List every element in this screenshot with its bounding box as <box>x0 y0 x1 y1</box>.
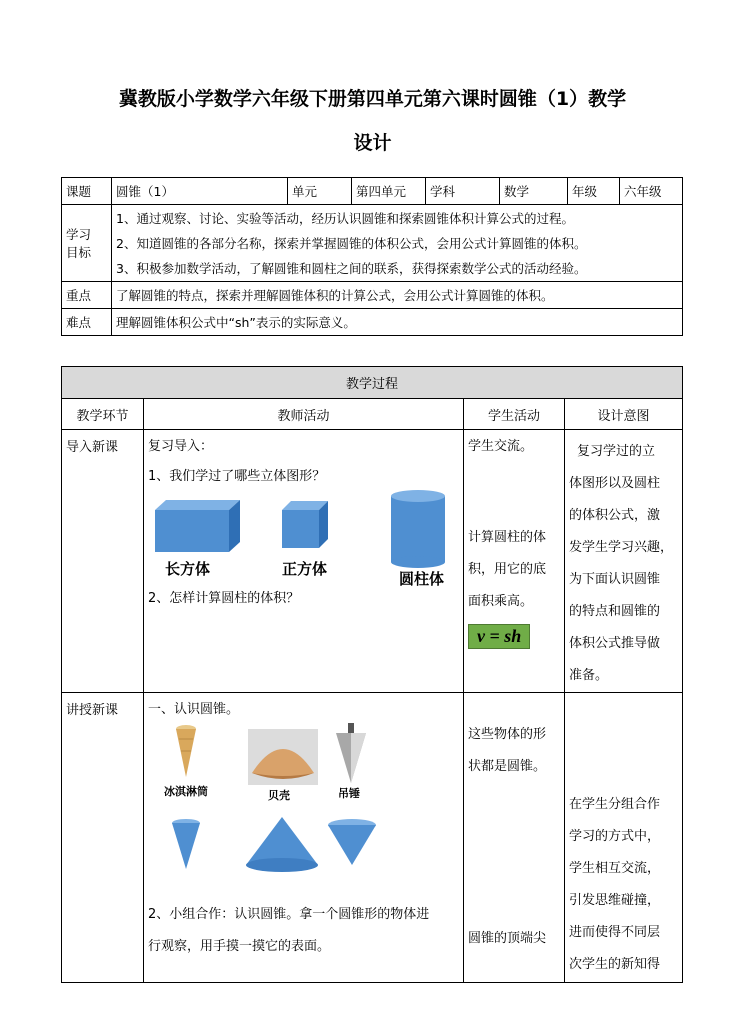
intent-line: 发学生学习兴趣， <box>569 540 674 555</box>
key-point-value: 了解圆锥的特点，探索并理解圆锥体积的计算公式，会用公式计算圆锥的体积。 <box>112 282 683 309</box>
unit-value: 第四单元 <box>352 178 426 205</box>
col-intent: 设计意图 <box>565 399 683 430</box>
goal-item: 1、通过观察、讨论、实验等活动，经历认识圆锥和探索圆锥体积计算公式的过程。 <box>116 210 574 226</box>
col-stage: 教学环节 <box>62 399 144 430</box>
shape-label-cuboid: 长方体 <box>165 561 211 578</box>
cube-shape <box>282 501 328 548</box>
cylinder-volume-formula: v = sh <box>468 624 530 649</box>
cone-shape-2 <box>246 817 318 872</box>
document-title-line1: 冀教版小学数学六年级下册第四单元第六课时圆锥（1）教学 <box>118 88 627 110</box>
intent-line: 在学生分组合作 <box>569 797 661 812</box>
goals-label-line2: 目标 <box>66 245 92 260</box>
intent-line: 准备。 <box>569 668 609 683</box>
lesson-info-table <box>61 177 683 336</box>
student-teach-1a: 这些物体的形 <box>468 727 547 742</box>
cone-objects-figure <box>148 721 459 891</box>
label-shell: 贝壳 <box>268 789 290 802</box>
intent-line: 进而使得不同层 <box>569 925 661 940</box>
review-heading: 复习导入： <box>148 439 214 454</box>
intent-line: 复习学过的立 <box>577 444 656 459</box>
student-intro-2b: 积，用它的底 <box>468 562 547 577</box>
teacher-teach-cell <box>144 693 464 983</box>
task-line-1: 2、小组合作：认识圆锥。拿一个圆锥形的物体进 <box>148 907 430 922</box>
intent-teach-cell <box>565 693 683 983</box>
student-teach-1b: 状都是圆锥。 <box>468 759 547 774</box>
student-intro-2a: 计算圆柱的体 <box>468 530 547 545</box>
key-point-label: 重点 <box>62 282 112 309</box>
grade-label: 年级 <box>568 178 620 205</box>
col-student: 学生活动 <box>464 399 565 430</box>
intent-intro-cell <box>565 430 683 693</box>
shape-label-cylinder: 圆柱体 <box>399 571 445 588</box>
student-intro-cell <box>464 430 565 693</box>
solid-shapes-figure <box>148 488 459 588</box>
grade-value: 六年级 <box>620 178 683 205</box>
teach-heading: 一、认识圆锥。 <box>148 702 240 717</box>
cone-objects-svg <box>148 721 458 891</box>
intent-line: 的特点和圆锥的 <box>569 604 661 619</box>
teaching-process-table <box>61 366 683 983</box>
difficulty-label: 难点 <box>62 309 112 336</box>
goal-item: 3、积极参加数学活动，了解圆锥和圆柱之间的联系，获得探索数学公式的活动经验。 <box>116 260 587 276</box>
col-teacher: 教师活动 <box>144 399 464 430</box>
intent-line: 体图形以及圆柱 <box>569 476 661 491</box>
intent-line: 体积公式推导做 <box>569 636 661 651</box>
cone-shape-3 <box>328 819 376 865</box>
subject-value: 数学 <box>500 178 568 205</box>
student-intro-2c: 面积乘高。 <box>468 594 534 609</box>
document-title-line2: 设计 <box>353 132 392 154</box>
ice-cream-cone-image <box>176 725 196 777</box>
label-plumb-bob: 吊锤 <box>338 787 360 800</box>
goals-label-line1: 学习 <box>66 227 92 242</box>
intent-line: 的体积公式，激 <box>569 508 661 523</box>
lesson-label: 课题 <box>62 178 112 205</box>
question-1: 1、我们学过了哪些立体图形？ <box>148 469 326 484</box>
cylinder-shape <box>391 490 445 568</box>
unit-label: 单元 <box>288 178 352 205</box>
label-ice-cream-cone: 冰淇淋筒 <box>164 785 208 798</box>
cone-shape-1 <box>172 819 200 869</box>
question-2: 2、怎样计算圆柱的体积？ <box>148 591 300 606</box>
stage-intro: 导入新课 <box>62 430 144 693</box>
goal-item: 2、知道圆锥的各部分名称，探索并掌握圆锥的体积公式，会用公式计算圆锥的体积。 <box>116 235 587 251</box>
shell-image <box>248 729 318 785</box>
process-header: 教学过程 <box>62 367 683 399</box>
stage-teach: 讲授新课 <box>62 693 144 983</box>
difficulty-value: 理解圆锥体积公式中“sh”表示的实际意义。 <box>112 309 683 336</box>
student-teach-cell <box>464 693 565 983</box>
plumb-bob-image <box>336 723 366 783</box>
subject-label: 学科 <box>426 178 500 205</box>
intent-line: 学生相互交流， <box>569 861 661 876</box>
intent-line: 为下面认识圆锥 <box>569 572 661 587</box>
goals-label <box>62 205 112 282</box>
lesson-value: 圆锥（1） <box>112 178 288 205</box>
intent-line: 学习的方式中， <box>569 829 661 844</box>
intent-line: 次学生的新知得 <box>569 957 661 972</box>
task-line-2: 行观察，用手摸一摸它的表面。 <box>148 939 331 954</box>
student-intro-1: 学生交流。 <box>468 439 534 454</box>
teacher-intro-cell <box>144 430 464 693</box>
cuboid-shape <box>155 500 240 552</box>
student-teach-2: 圆锥的顶端尖 <box>468 931 547 946</box>
goals-cell <box>112 205 683 282</box>
shape-label-cube: 正方体 <box>282 561 328 578</box>
intent-line: 引发思维碰撞， <box>569 893 661 908</box>
